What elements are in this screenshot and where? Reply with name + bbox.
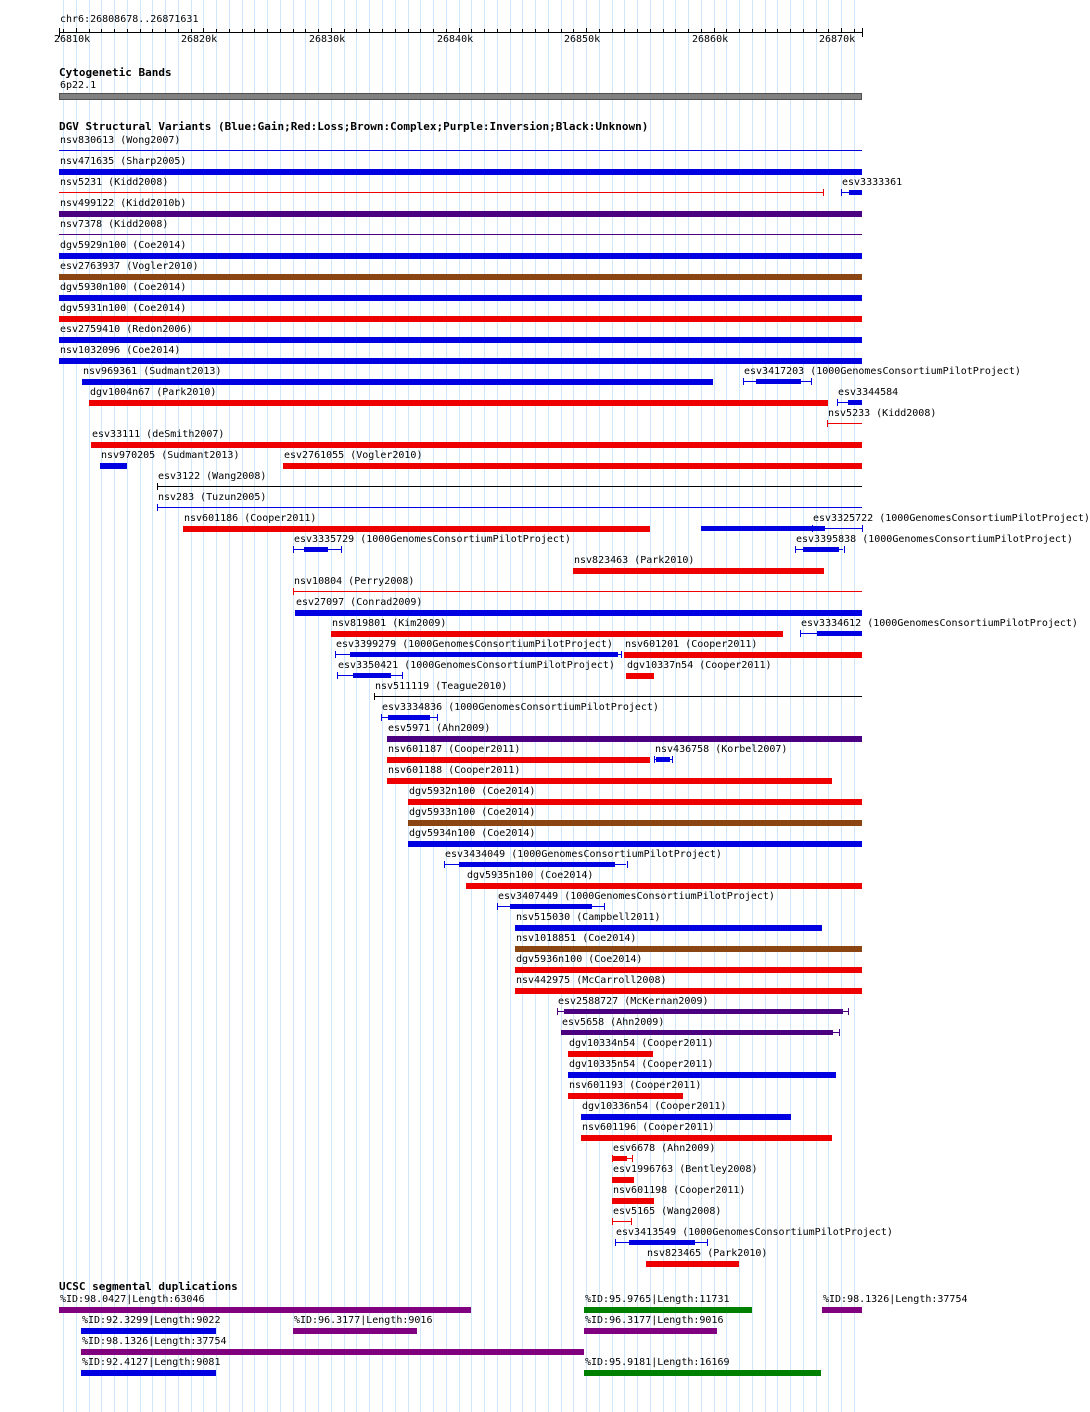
sv-label: nsv823465 (Park2010): [647, 1248, 768, 1259]
sv-start-tick: [612, 1218, 613, 1225]
sv-feature-block[interactable]: [817, 631, 862, 636]
sv-end-tick: [604, 903, 605, 910]
sv-feature-block[interactable]: [304, 547, 328, 552]
ruler-minor-tick: [650, 29, 651, 32]
ruler-minor-tick: [675, 29, 676, 32]
sv-feature-block[interactable]: [564, 1009, 843, 1014]
sv-label: esv3399279 (1000GenomesConsortiumPilotProject): [336, 639, 613, 650]
sv-label: dgv5934n100 (Coe2014): [409, 828, 536, 839]
sv-label: nsv1032096 (Coe2014): [60, 345, 181, 356]
ruler-minor-tick: [497, 29, 498, 32]
segdup-bar[interactable]: [59, 1307, 471, 1313]
sv-label: dgv1004n67 (Park2010): [90, 387, 217, 398]
sv-start-tick: [612, 1155, 613, 1162]
sv-feature-bar[interactable]: [59, 169, 862, 175]
ruler-minor-tick: [369, 29, 370, 32]
ruler-minor-tick: [229, 29, 230, 32]
sv-feature-bar[interactable]: [295, 610, 862, 616]
sv-feature-block[interactable]: [350, 652, 618, 657]
ruler-minor-tick: [152, 29, 153, 32]
segdup-bar[interactable]: [293, 1328, 417, 1334]
sv-label: dgv5931n100 (Coe2014): [60, 303, 187, 314]
segdup-label: %ID:96.3177|Length:9016: [585, 1315, 724, 1326]
segdup-bar[interactable]: [584, 1307, 752, 1313]
sv-label: nsv436758 (Korbel2007): [655, 744, 788, 755]
ruler-minor-tick: [114, 29, 115, 32]
ruler-tick-label: 26820k: [181, 34, 218, 45]
cytoband-label: 6p22.1: [60, 80, 97, 91]
ruler-minor-tick: [777, 29, 778, 32]
sv-feature-line[interactable]: [374, 696, 862, 697]
sv-end-tick: [341, 546, 342, 553]
sv-label: nsv601188 (Cooper2011): [388, 765, 521, 776]
sv-label: nsv7378 (Kidd2008): [60, 219, 169, 230]
sv-end-tick: [811, 378, 812, 385]
ruler-minor-tick: [408, 29, 409, 32]
ruler-minor-tick: [701, 29, 702, 32]
ruler-minor-tick: [790, 29, 791, 32]
sv-start-tick: [337, 672, 338, 679]
ruler-minor-tick: [267, 29, 268, 32]
sv-feature-bar[interactable]: [626, 673, 654, 679]
segdup-bar[interactable]: [584, 1328, 717, 1334]
sv-label: esv3434049 (1000GenomesConsortiumPilotProject): [445, 849, 722, 860]
sv-feature-bar[interactable]: [568, 1051, 653, 1057]
ruler-minor-tick: [382, 29, 383, 32]
ruler-minor-tick: [663, 29, 664, 32]
segdup-label: %ID:92.3299|Length:9022: [82, 1315, 221, 1326]
sv-label: nsv601196 (Cooper2011): [582, 1122, 715, 1133]
sv-start-tick: [654, 756, 655, 763]
sv-start-tick: [293, 546, 294, 553]
sv-label: esv3334836 (1000GenomesConsortiumPilotProject): [382, 702, 659, 713]
ruler-minor-tick: [484, 29, 485, 32]
sv-feature-bar[interactable]: [568, 1072, 836, 1078]
ruler-minor-tick: [816, 29, 817, 32]
sv-label: dgv5936n100 (Coe2014): [516, 954, 643, 965]
ruler-minor-tick: [433, 29, 434, 32]
sv-start-tick: [381, 714, 382, 721]
sv-feature-line[interactable]: [59, 150, 862, 151]
sv-label: esv3395838 (1000GenomesConsortiumPilotProject): [796, 534, 1073, 545]
ruler-tick-label: 26870k: [819, 34, 856, 45]
sv-feature-block[interactable]: [849, 190, 862, 195]
segdup-label: %ID:98.0427|Length:63046: [60, 1294, 205, 1305]
segdup-track-title: UCSC segmental duplications: [59, 1280, 238, 1293]
sv-label: dgv5935n100 (Coe2014): [467, 870, 594, 881]
sv-label: esv3417203 (1000GenomesConsortiumPilotProject): [744, 366, 1021, 377]
ruler-minor-tick: [739, 29, 740, 32]
sv-end-tick: [631, 1218, 632, 1225]
sv-label: nsv601187 (Cooper2011): [388, 744, 521, 755]
ruler-tick-label: 26850k: [564, 34, 601, 45]
ruler-minor-tick: [765, 29, 766, 32]
ruler-minor-tick: [280, 29, 281, 32]
sv-end-tick: [823, 189, 824, 196]
ruler-minor-tick: [318, 29, 319, 32]
segdup-label: %ID:95.9181|Length:16169: [585, 1357, 730, 1368]
sv-feature-bar[interactable]: [568, 1093, 683, 1099]
ruler-tick-label: 26860k: [692, 34, 729, 45]
sv-start-tick: [444, 861, 445, 868]
sv-feature-block[interactable]: [848, 400, 862, 405]
sv-end-tick: [707, 1239, 708, 1246]
sv-label: esv3344584: [838, 387, 899, 398]
ruler-major-tick: [203, 28, 204, 33]
sv-feature-block[interactable]: [388, 715, 430, 720]
sv-feature-bar[interactable]: [283, 463, 862, 469]
sv-feature-line[interactable]: [293, 591, 862, 592]
ruler-minor-tick: [637, 29, 638, 32]
sv-end-tick: [627, 861, 628, 868]
sv-label: dgv5933n100 (Coe2014): [409, 807, 536, 818]
ruler-minor-tick: [548, 29, 549, 32]
ruler-tick-label: 26830k: [309, 34, 346, 45]
sv-feature-block[interactable]: [701, 526, 825, 531]
sv-label: esv3333361: [842, 177, 903, 188]
sv-label: esv5165 (Wang2008): [613, 1206, 722, 1217]
sv-label: esv2759410 (Redon2006): [60, 324, 193, 335]
segdup-bar[interactable]: [822, 1307, 862, 1313]
sv-label: nsv283 (Tuzun2005): [158, 492, 267, 503]
sv-label: nsv5231 (Kidd2008): [60, 177, 169, 188]
sv-feature-bar[interactable]: [624, 652, 862, 658]
sv-feature-bar[interactable]: [59, 337, 862, 343]
sv-end-tick: [632, 1155, 633, 1162]
sv-feature-bar[interactable]: [91, 442, 862, 448]
sv-feature-bar[interactable]: [515, 946, 862, 952]
sv-feature-bar[interactable]: [408, 799, 862, 805]
sv-label: dgv10334n54 (Cooper2011): [569, 1038, 714, 1049]
sv-feature-bar[interactable]: [59, 316, 862, 322]
sv-feature-line[interactable]: [612, 1221, 631, 1222]
sv-feature-block[interactable]: [561, 1030, 833, 1035]
sv-label: esv2588727 (McKernan2009): [558, 996, 709, 1007]
cytoband-bar[interactable]: [59, 93, 862, 100]
sv-label: esv1996763 (Bentley2008): [613, 1164, 758, 1175]
sv-label: esv27097 (Conrad2009): [296, 597, 423, 608]
cytoband-track-title: Cytogenetic Bands: [59, 66, 172, 79]
sv-label: esv33111 (deSmith2007): [92, 429, 225, 440]
sv-feature-block[interactable]: [459, 862, 615, 867]
segdup-bar[interactable]: [81, 1328, 216, 1334]
sv-start-tick: [800, 630, 801, 637]
sv-start-tick: [795, 546, 796, 553]
sv-start-tick: [157, 483, 158, 490]
sv-feature-block[interactable]: [803, 547, 839, 552]
sv-feature-bar[interactable]: [408, 841, 862, 847]
sv-end-tick: [437, 714, 438, 721]
sv-end-tick: [672, 756, 673, 763]
sv-end-tick: [844, 546, 845, 553]
ruler-minor-tick: [573, 29, 574, 32]
sv-label: nsv819801 (Kim2009): [332, 618, 447, 629]
sv-label: esv5658 (Ahn2009): [562, 1017, 665, 1028]
ruler-minor-tick: [127, 29, 128, 32]
ruler-minor-tick: [293, 29, 294, 32]
sv-feature-bar[interactable]: [612, 1177, 634, 1183]
sv-start-tick: [743, 378, 744, 385]
ruler-minor-tick: [395, 29, 396, 32]
ruler-minor-tick: [535, 29, 536, 32]
sv-label: nsv830613 (Wong2007): [60, 135, 181, 146]
ruler-minor-tick: [420, 29, 421, 32]
sv-start-tick: [615, 1239, 616, 1246]
sv-feature-bar[interactable]: [646, 1261, 739, 1267]
sv-feature-block[interactable]: [510, 904, 592, 909]
sv-feature-bar[interactable]: [466, 883, 862, 889]
sv-label: dgv5929n100 (Coe2014): [60, 240, 187, 251]
sv-start-tick: [837, 399, 838, 406]
ruler-minor-tick: [446, 29, 447, 32]
sv-start-tick: [497, 903, 498, 910]
sv-start-tick: [374, 693, 375, 700]
ruler-minor-tick: [688, 29, 689, 32]
sv-label: dgv10335n54 (Cooper2011): [569, 1059, 714, 1070]
ruler-minor-tick: [356, 29, 357, 32]
ruler-major-tick: [714, 28, 715, 33]
ruler-minor-tick: [854, 29, 855, 32]
ruler-tick-label: 26810k: [54, 34, 91, 45]
sv-label: nsv601186 (Cooper2011): [184, 513, 317, 524]
ruler-minor-tick: [178, 29, 179, 32]
sv-start-tick: [827, 420, 828, 427]
ruler-major-tick: [586, 28, 587, 33]
sv-end-tick: [621, 651, 622, 658]
sv-feature-block[interactable]: [353, 673, 391, 678]
sv-feature-line[interactable]: [157, 507, 862, 508]
ruler-minor-tick: [599, 29, 600, 32]
sv-feature-line[interactable]: [59, 192, 823, 193]
segdup-bar[interactable]: [81, 1370, 216, 1376]
sv-feature-bar[interactable]: [331, 631, 783, 637]
ruler-minor-tick: [63, 29, 64, 32]
sv-label: esv3413549 (1000GenomesConsortiumPilotProject): [616, 1227, 893, 1238]
ruler-end-tick: [862, 28, 863, 37]
sv-feature-line[interactable]: [59, 234, 862, 235]
ruler-axis: [59, 32, 862, 33]
sv-feature-bar[interactable]: [59, 358, 862, 364]
sv-start-tick: [335, 651, 336, 658]
sv-feature-bar[interactable]: [515, 925, 822, 931]
ruler-minor-tick: [828, 29, 829, 32]
ruler-minor-tick: [510, 29, 511, 32]
ruler-minor-tick: [254, 29, 255, 32]
sv-label: nsv1018851 (Coe2014): [516, 933, 637, 944]
sv-label: nsv499122 (Kidd2010b): [60, 198, 187, 209]
ruler-tick-label: 26840k: [437, 34, 474, 45]
ruler-minor-tick: [522, 29, 523, 32]
sv-label: esv6678 (Ahn2009): [613, 1143, 716, 1154]
sv-label: nsv5233 (Kidd2008): [828, 408, 937, 419]
sv-end-tick: [848, 1008, 849, 1015]
sv-feature-bar[interactable]: [59, 253, 862, 259]
ruler-minor-tick: [305, 29, 306, 32]
sv-label: nsv601198 (Cooper2011): [613, 1185, 746, 1196]
sv-feature-block[interactable]: [756, 379, 801, 384]
sv-feature-bar[interactable]: [59, 274, 862, 280]
sv-feature-bar[interactable]: [612, 1198, 654, 1204]
sv-feature-bar[interactable]: [581, 1135, 832, 1141]
sv-feature-bar[interactable]: [515, 967, 862, 973]
sv-start-tick: [812, 525, 813, 532]
sv-label: nsv823463 (Park2010): [574, 555, 695, 566]
ruler-major-tick: [841, 28, 842, 33]
segdup-bar[interactable]: [81, 1349, 584, 1355]
sv-label: esv3122 (Wang2008): [158, 471, 267, 482]
sv-label: esv3335729 (1000GenomesConsortiumPilotProject): [294, 534, 571, 545]
segdup-label: %ID:98.1326|Length:37754: [823, 1294, 968, 1305]
sv-feature-bar[interactable]: [59, 211, 862, 217]
sv-start-tick: [293, 588, 294, 595]
segdup-label: %ID:98.1326|Length:37754: [82, 1336, 227, 1347]
sv-feature-bar[interactable]: [581, 1114, 791, 1120]
dgv-track-title: DGV Structural Variants (Blue:Gain;Red:Loss;Brown:Complex;Purple:Inversion;Black:Unknown): [59, 120, 649, 133]
sv-label: esv2763937 (Vogler2010): [60, 261, 199, 272]
sv-end-tick: [839, 1029, 840, 1036]
ruler-minor-tick: [624, 29, 625, 32]
sv-label: nsv970205 (Sudmant2013): [101, 450, 240, 461]
sv-label: esv5971 (Ahn2009): [388, 723, 491, 734]
ruler-minor-tick: [561, 29, 562, 32]
ruler-minor-tick: [191, 29, 192, 32]
ruler-minor-tick: [344, 29, 345, 32]
segdup-bar[interactable]: [584, 1370, 821, 1376]
sv-label: esv3350421 (1000GenomesConsortiumPilotProject): [338, 660, 615, 671]
sv-feature-block[interactable]: [656, 757, 670, 762]
sv-label: dgv5930n100 (Coe2014): [60, 282, 187, 293]
ruler-minor-tick: [242, 29, 243, 32]
ruler-minor-tick: [612, 29, 613, 32]
sv-feature-bar[interactable]: [573, 568, 824, 574]
sv-label: nsv601201 (Cooper2011): [625, 639, 758, 650]
sv-label: esv3407449 (1000GenomesConsortiumPilotProject): [498, 891, 775, 902]
sv-label: esv3334612 (1000GenomesConsortiumPilotProject): [801, 618, 1078, 629]
sv-label: nsv515030 (Campbell2011): [516, 912, 661, 923]
sv-feature-bar[interactable]: [387, 736, 862, 742]
sv-feature-block[interactable]: [629, 1240, 695, 1245]
ruler-major-tick: [459, 28, 460, 33]
ruler-minor-tick: [89, 29, 90, 32]
sv-end-tick: [862, 525, 863, 532]
sv-label: esv3325722 (1000GenomesConsortiumPilotProject): [813, 513, 1090, 524]
sv-label: nsv601193 (Cooper2011): [569, 1080, 702, 1091]
sv-feature-bar[interactable]: [515, 988, 862, 994]
sv-label: nsv511119 (Teague2010): [375, 681, 508, 692]
sv-end-tick: [402, 672, 403, 679]
sv-start-tick: [841, 189, 842, 196]
sv-label: esv2761055 (Vogler2010): [284, 450, 423, 461]
sv-feature-bar[interactable]: [408, 820, 862, 826]
sv-feature-line[interactable]: [157, 486, 862, 487]
sv-label: nsv969361 (Sudmant2013): [83, 366, 222, 377]
ruler-major-tick: [76, 28, 77, 33]
sv-start-tick: [557, 1008, 558, 1015]
sv-label: dgv10337n54 (Cooper2011): [627, 660, 772, 671]
sv-label: nsv442975 (McCarroll2008): [516, 975, 667, 986]
sv-feature-bar[interactable]: [59, 295, 862, 301]
sv-label: dgv5932n100 (Coe2014): [409, 786, 536, 797]
sv-feature-bar[interactable]: [183, 526, 650, 532]
ruler-minor-tick: [726, 29, 727, 32]
ruler-minor-tick: [165, 29, 166, 32]
sv-feature-bar[interactable]: [387, 778, 832, 784]
ruler-minor-tick: [140, 29, 141, 32]
sv-start-tick: [157, 504, 158, 511]
ruler-major-tick: [331, 28, 332, 33]
sv-label: nsv10804 (Perry2008): [294, 576, 415, 587]
sv-feature-bar[interactable]: [82, 379, 713, 385]
segdup-label: %ID:92.4127|Length:9081: [82, 1357, 221, 1368]
ruler-minor-tick: [803, 29, 804, 32]
sv-feature-line[interactable]: [827, 423, 862, 424]
ruler-minor-tick: [101, 29, 102, 32]
segdup-label: %ID:96.3177|Length:9016: [294, 1315, 433, 1326]
ruler-minor-tick: [752, 29, 753, 32]
ruler-minor-tick: [471, 29, 472, 32]
coordinate-label: chr6:26808678..26871631: [60, 14, 199, 25]
sv-label: nsv471635 (Sharp2005): [60, 156, 187, 167]
segdup-label: %ID:95.9765|Length:11731: [585, 1294, 730, 1305]
sv-feature-bar[interactable]: [387, 757, 650, 763]
sv-label: dgv10336n54 (Cooper2011): [582, 1101, 727, 1112]
ruler-minor-tick: [216, 29, 217, 32]
sv-feature-bar[interactable]: [100, 463, 127, 469]
sv-feature-bar[interactable]: [89, 400, 828, 406]
sv-feature-block[interactable]: [613, 1156, 627, 1161]
